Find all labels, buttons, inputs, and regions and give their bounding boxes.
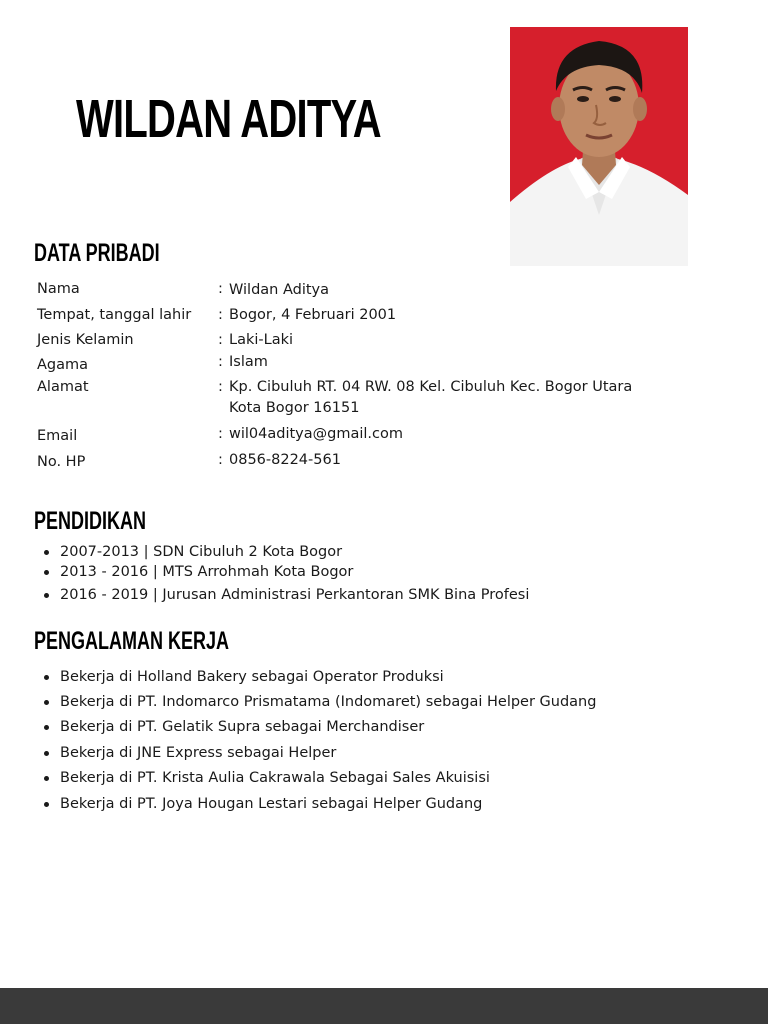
- section-heading-personal: DATA PRIBADI: [34, 239, 160, 267]
- list-item-text: Bekerja di PT. Indomarco Prismatama (Indomaret) sebagai Helper Gudang: [60, 694, 597, 710]
- info-value: Kp. Cibuluh RT. 04 RW. 08 Kel. Cibuluh Kec. Bogor Utara Kota Bogor 16151: [229, 379, 633, 416]
- bullet-icon: [44, 751, 49, 756]
- bullet-icon: [44, 802, 49, 807]
- bullet-icon: [44, 593, 49, 598]
- list-item-text: Bekerja di PT. Gelatik Supra sebagai Merchandiser: [60, 719, 425, 735]
- list-item-text: Bekerja di JNE Express sebagai Helper: [60, 745, 337, 761]
- list-item-text: Bekerja di PT. Joya Hougan Lestari sebagai Helper Gudang: [60, 796, 483, 812]
- info-value: Wildan Aditya: [229, 282, 330, 298]
- info-separator: :: [218, 307, 223, 323]
- info-label: Tempat, tanggal lahir: [37, 307, 192, 323]
- list-item-text: Bekerja di PT. Krista Aulia Cakrawala Sebagai Sales Akuisisi: [60, 770, 490, 786]
- info-label: Nama: [37, 281, 80, 297]
- info-label: Alamat: [37, 379, 89, 395]
- list-item-text: 2016 - 2019 | Jurusan Administrasi Perkantoran SMK Bina Profesi: [60, 587, 530, 603]
- section-heading-education: PENDIDIKAN: [34, 507, 147, 535]
- bullet-icon: [44, 675, 49, 680]
- info-label: Email: [37, 428, 78, 444]
- info-value: 0856-8224-561: [229, 452, 341, 468]
- section-heading-experience: PENGALAMAN KERJA: [34, 627, 230, 655]
- info-label: Jenis Kelamin: [37, 332, 134, 348]
- bullet-icon: [44, 725, 49, 730]
- list-item-text: 2007-2013 | SDN Cibuluh 2 Kota Bogor: [60, 544, 343, 560]
- info-separator: :: [218, 332, 223, 348]
- info-value: wil04aditya@gmail.com: [229, 426, 403, 442]
- list-item-text: 2013 - 2016 | MTS Arrohmah Kota Bogor: [60, 564, 354, 580]
- info-separator: :: [218, 379, 223, 395]
- bullet-icon: [44, 700, 49, 705]
- info-separator: :: [218, 281, 223, 297]
- info-value: Islam: [229, 354, 268, 370]
- info-value: Laki-Laki: [229, 332, 294, 348]
- page-title: WILDAN ADITYA: [76, 89, 381, 149]
- info-separator: :: [218, 426, 223, 442]
- info-separator: :: [218, 452, 223, 468]
- info-label: No. HP: [37, 454, 86, 470]
- footer-bar: [0, 988, 768, 1024]
- info-separator: :: [218, 354, 223, 370]
- list-item-text: Bekerja di Holland Bakery sebagai Operator Produksi: [60, 669, 444, 685]
- info-value: Bogor, 4 Februari 2001: [229, 307, 397, 323]
- bullet-icon: [44, 550, 49, 555]
- info-label: Agama: [37, 357, 89, 373]
- bullet-icon: [44, 776, 49, 781]
- profile-photo: [510, 27, 688, 266]
- bullet-icon: [44, 570, 49, 575]
